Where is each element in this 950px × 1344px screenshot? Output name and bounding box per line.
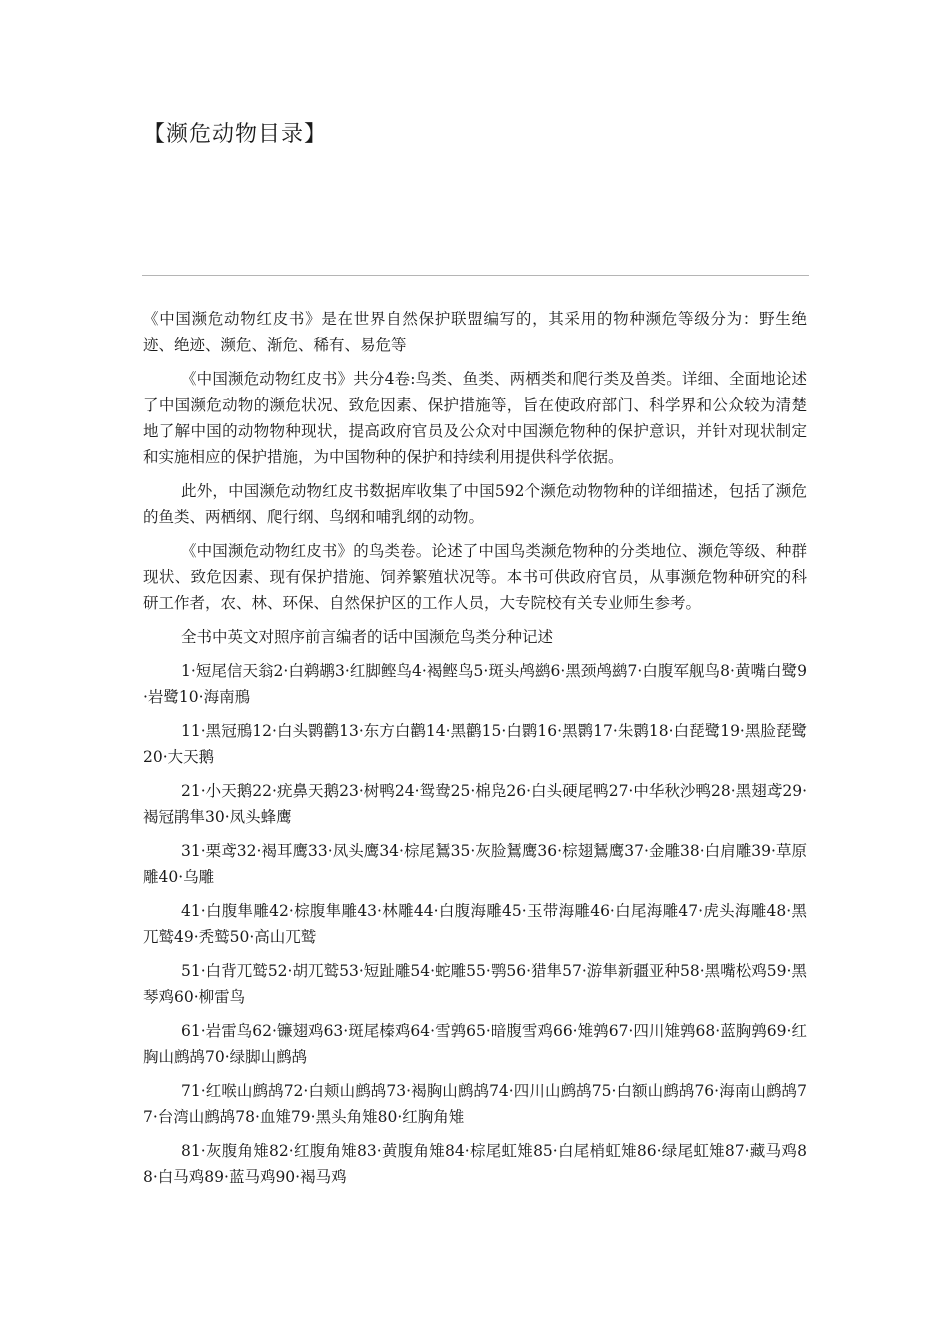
species-list-item: 1·短尾信天翁2·白鹈鹕3·红脚鲣鸟4·褐鲣鸟5·斑头鸬鹚6·黑颈鸬鹚7·白腹军舰鸟8·黄嘴白鹭9·岩鹭10·海南鳽 xyxy=(143,662,807,706)
horizontal-divider xyxy=(142,275,809,276)
document-body xyxy=(143,306,807,1198)
contents-heading-paragraph: 全书中英文对照序前言编者的话中国濒危鸟类分种记述 xyxy=(181,628,554,646)
species-list-item: 31·栗鸢32·褐耳鹰33·凤头鹰34·棕尾鵟35·灰脸鵟鹰36·棕翅鵟鹰37·金雕38·白肩雕39·草原雕40·乌雕 xyxy=(143,842,807,886)
redbook-volumes-paragraph: 《中国濒危动物红皮书》共分4卷:鸟类、鱼类、两栖类和爬行类及兽类。详细、全面地论述了中国濒危动物的濒危状况、致危因素、保护措施等，旨在使政府部门、科学界和公众较为清楚地了解中国的动物物种现状，提高政府官员及公众对中国濒危物种的保护意识，并针对现状制定和实施相应的保护措施，为中国物种的保护和持续利用提供科学依据。 xyxy=(143,370,807,466)
species-list-item: 81·灰腹角雉82·红腹角雉83·黄腹角雉84·棕尾虹雉85·白尾梢虹雉86·绿尾虹雉87·藏马鸡88·白马鸡89·蓝马鸡90·褐马鸡 xyxy=(143,1142,807,1186)
bird-volume-paragraph: 《中国濒危动物红皮书》的鸟类卷。论述了中国鸟类濒危物种的分类地位、濒危等级、种群现状、致危因素、现有保护措施、饲养繁殖状况等。本书可供政府官员，从事濒危物种研究的科研工作者，农、林、环保、自然保护区的工作人员，大专院校有关专业师生参考。 xyxy=(143,542,807,612)
species-list-item: 51·白背兀鹫52·胡兀鹫53·短趾雕54·蛇雕55·鹗56·猎隼57·游隼新疆亚种58·黑嘴松鸡59·黑琴鸡60·柳雷鸟 xyxy=(143,962,807,1006)
species-list-item: 71·红喉山鹧鸪72·白颊山鹧鸪73·褐胸山鹧鸪74·四川山鹧鸪75·白额山鹧鸪76·海南山鹧鸪77·台湾山鹧鸪78·血雉79·黑头角雉80·红胸角雉 xyxy=(143,1082,807,1126)
species-list-item: 11·黑冠鳽12·白头鹮鹳13·东方白鹳14·黑鹳15·白鹮16·黑鹮17·朱鹮18·白琵鹭19·黑脸琵鹭20·大天鹅 xyxy=(143,722,807,766)
species-list-item: 41·白腹隼雕42·棕腹隼雕43·林雕44·白腹海雕45·玉带海雕46·白尾海雕47·虎头海雕48·黑兀鹫49·秃鹫50·高山兀鹫 xyxy=(143,902,807,946)
intro-paragraph: 《中国濒危动物红皮书》是在世界自然保护联盟编写的，其采用的物种濒危等级分为：野生绝迹、绝迹、濒危、渐危、稀有、易危等 xyxy=(143,310,807,354)
page-title: 【濒危动物目录】 xyxy=(143,122,328,147)
species-list-item: 61·岩雷鸟62·镰翅鸡63·斑尾榛鸡64·雪鹑65·暗腹雪鸡66·雉鹑67·四川雉鹑68·蓝胸鹑69·红胸山鹧鸪70·绿脚山鹧鸪 xyxy=(143,1022,807,1066)
species-list-item: 21·小天鹅22·疣鼻天鹅23·树鸭24·鸳鸯25·棉凫26·白头硬尾鸭27·中华秋沙鸭28·黑翅鸢29·褐冠鹃隼30·凤头蜂鹰 xyxy=(143,782,807,826)
database-paragraph: 此外，中国濒危动物红皮书数据库收集了中国592个濒危动物物种的详细描述，包括了濒危的鱼类、两栖纲、爬行纲、鸟纲和哺乳纲的动物。 xyxy=(143,482,807,526)
